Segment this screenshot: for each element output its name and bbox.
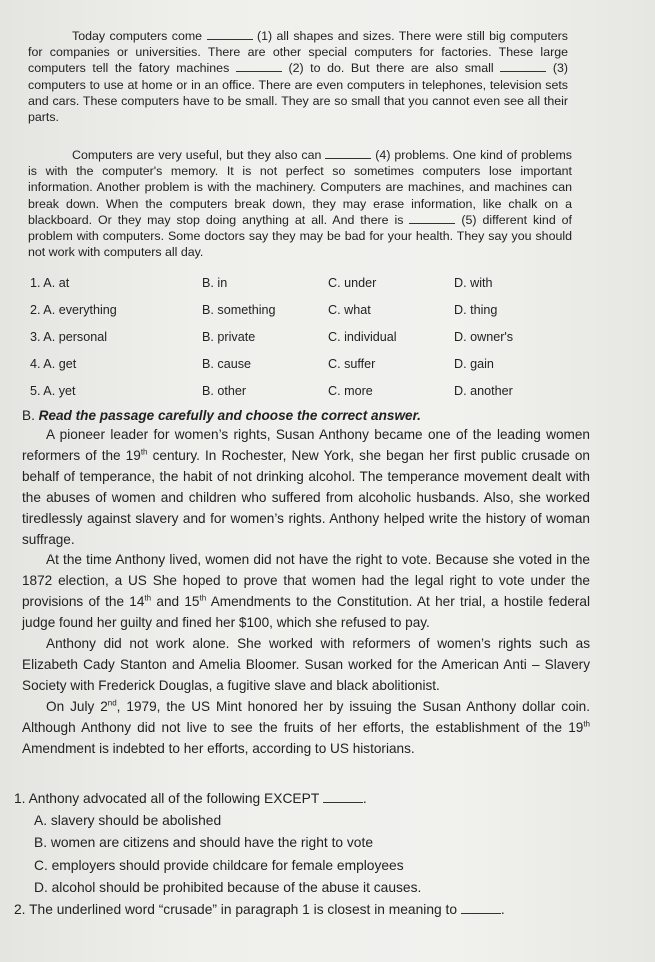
p1-part-b: century. In Rochester, New York, she began her first public crusade on behalf of temperance, the habit of not drinking alcohol. The temperance movement dealt with the abuses of women and children who suffered from alcoholic husbands. Also, she worked tiredlessly against slavery and for women’s rights. Anthony helped write the history of woman suffrage. xyxy=(22,447,590,547)
option-row-2 xyxy=(30,303,590,330)
option-2d[interactable]: D. thing xyxy=(454,303,498,317)
blank-1[interactable] xyxy=(207,29,253,40)
passage-paragraph-2 xyxy=(22,550,590,634)
p2-text-1: Computers are very useful, but they also can xyxy=(72,148,322,162)
option-5d[interactable]: D. another xyxy=(454,384,513,398)
option-row-1 xyxy=(30,276,590,303)
answer-blank-1[interactable] xyxy=(323,792,363,803)
option-1d[interactable]: D. with xyxy=(454,276,493,290)
q1-option-d[interactable]: D. alcohol should be prohibited because of the abuse it causes. xyxy=(34,879,422,895)
p4-sup-2: th xyxy=(583,719,590,729)
passage-paragraph-4 xyxy=(22,697,590,760)
option-4c[interactable]: C. suffer xyxy=(328,357,376,371)
section-b-label: B. xyxy=(22,408,35,423)
p1-text-2: (1) all shapes and sizes. There were still big computers for companies or universities. There are other special computers for factories. These large computers tell the fatory machines xyxy=(28,29,568,76)
p1-text-4: (3) computers to use at home or in an office. There are even computers in telephones, television sets and cars. These computers have to be small. They are so small that you cannot even see all their parts. xyxy=(28,61,568,125)
option-5b[interactable]: B. other xyxy=(202,384,247,398)
passage-paragraph-1 xyxy=(22,425,590,550)
section-a-paragraph-1 xyxy=(28,28,568,125)
q1-end-mark: . xyxy=(362,791,367,806)
blank-4[interactable] xyxy=(325,148,371,159)
question-2 xyxy=(14,899,614,921)
passage-paragraph-3 xyxy=(22,634,590,697)
p4-sup-1: nd xyxy=(107,698,117,708)
section-b-passage xyxy=(22,425,590,760)
q1-option-b[interactable]: B. women are citizens and should have the right to vote xyxy=(34,835,373,851)
section-a-options xyxy=(30,276,590,411)
blank-2[interactable] xyxy=(236,61,282,72)
blank-5[interactable] xyxy=(409,213,455,224)
p2-sup-2: th xyxy=(199,593,207,603)
q2-end-mark: . xyxy=(500,902,505,918)
p2-sup-1: th xyxy=(144,593,152,603)
option-3c[interactable]: C. individual xyxy=(328,330,397,344)
option-5a[interactable]: 5. A. yet xyxy=(30,384,76,398)
p2-text-2: (4) problems. One kind of problems is with the computer's memory. It is not perfect so sometimes computers lose important information. Another problem is with the machinery. Computers are machines, and machines can break down. When the computers break down, they may erase information, like chalk on a blackboard. Or they may stop doing anything at all. And there is xyxy=(28,148,573,227)
q1-option-c[interactable]: C. employers should provide childcare for female employees xyxy=(34,857,404,873)
option-2b[interactable]: B. something xyxy=(202,303,276,317)
p4-part-b: , 1979, the US Mint honored her by issuing the Susan Anthony dollar coin. Although Anthony did not live to see the fruits of her efforts, the establishment of the 19 xyxy=(22,698,590,735)
p1-text-1: Today computers come xyxy=(72,29,203,43)
option-row-4 xyxy=(30,357,590,384)
option-row-5 xyxy=(30,384,590,411)
question-1-text: 1. Anthony advocated all of the following EXCEPT xyxy=(14,791,319,806)
blank-3[interactable] xyxy=(500,61,546,72)
option-row-3 xyxy=(30,330,590,357)
option-2a[interactable]: 2. A. everything xyxy=(30,303,117,317)
q1-option-a[interactable]: A. slavery should be abolished xyxy=(34,813,222,829)
p2-part-c: Amendments to the Constitution. At her trial, a hostile federal judge found her guilty and fined her $100, which she refused to pay. xyxy=(22,594,591,631)
question-1 xyxy=(14,788,614,810)
option-5c[interactable]: C. more xyxy=(328,384,373,398)
option-4a[interactable]: 4. A. get xyxy=(30,357,77,371)
option-3b[interactable]: B. private xyxy=(202,330,256,344)
option-1b[interactable]: B. in xyxy=(202,276,228,290)
p4-part-c: Amendment is indebted to her efforts, according to US historians. xyxy=(22,740,415,756)
p2-part-b: and 15 xyxy=(151,594,200,610)
section-b-heading xyxy=(22,408,421,423)
answer-blank-2[interactable] xyxy=(461,903,501,914)
p1-sup: th xyxy=(140,447,148,457)
p3-text: Anthony did not work alone. She worked with reformers of women’s rights such as Elizabeth Cady Stanton and Amelia Bloomer. Susan worked for the American Anti – Slavery Society with Frederick Douglas, a fugitive slave and black abolitionist. xyxy=(22,636,590,693)
section-b-instruction: Read the passage carefully and choose the correct answer. xyxy=(38,408,421,423)
option-1c[interactable]: C. under xyxy=(328,276,377,290)
option-4d[interactable]: D. gain xyxy=(454,357,494,371)
option-1a[interactable]: 1. A. at xyxy=(30,276,70,290)
p1-part-a: A pioneer leader for women’s rights, Susan Anthony became one of the leading women reformers of the 19 xyxy=(22,427,590,463)
option-2c[interactable]: C. what xyxy=(328,303,371,317)
section-a-paragraph-2 xyxy=(28,147,572,260)
p4-part-a: On July 2 xyxy=(46,698,108,714)
option-3a[interactable]: 3. A. personal xyxy=(30,330,108,344)
option-3d[interactable]: D. owner's xyxy=(454,330,514,344)
option-4b[interactable]: B. cause xyxy=(202,357,252,371)
questions xyxy=(14,788,614,921)
p2-part-a: At the time Anthony lived, women did not have the right to vote. Because she voted in the 1872 election, a US She hoped to prove that women had the legal right to vote under the provisions of the 14 xyxy=(22,552,590,610)
question-2-text: 2. The underlined word “crusade” in paragraph 1 is closest in meaning to xyxy=(14,902,458,918)
p1-text-3: (2) to do. But there are also small xyxy=(288,61,494,76)
p2-text-3: (5) different kind of problem with computers. Some doctors say they may be bad for your health. They say you should not work with computers all day. xyxy=(28,212,573,260)
